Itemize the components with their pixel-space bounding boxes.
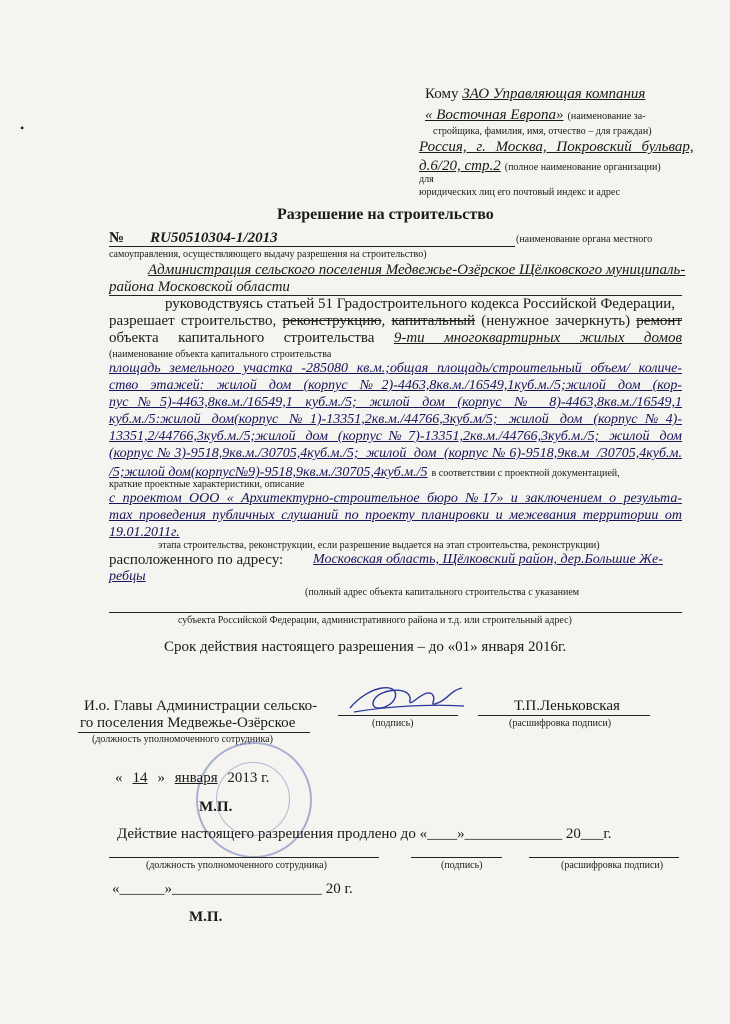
number-underline bbox=[109, 246, 515, 247]
object-address-line2: ребцы bbox=[109, 569, 146, 584]
signer-name: Т.П.Леньковская bbox=[514, 698, 620, 714]
recipient-caption2-line2: для bbox=[419, 174, 434, 185]
project-line-3: 19.01.2011г. bbox=[109, 525, 180, 540]
object-line-7: /5;жилой дом(корпус№9)-9518,9кв.м./30705,4куб.м./5 bbox=[109, 465, 428, 480]
ext-position-underline bbox=[109, 857, 379, 858]
signer-position-line1: И.о. Главы Администрации сельско- bbox=[84, 698, 318, 714]
date-day: 14 bbox=[132, 770, 148, 786]
body-line2-note: (ненужное зачеркнуть) bbox=[481, 313, 631, 329]
body-line3-label: объекта капитального строительства bbox=[109, 330, 375, 346]
project-line-1: с проектом ООО « Архитектурно-строительное бюро №17» и заключением о результа- bbox=[109, 491, 682, 506]
recipient-caption1-line2: стройщика, фамилия, имя, отчество – для граждан) bbox=[433, 126, 652, 137]
mp-label-1: М.П. bbox=[199, 799, 233, 815]
recipient-caption1-tail: (наименование за- bbox=[567, 111, 646, 122]
number-label: № bbox=[109, 230, 125, 246]
object-line-6: (корпус№3)-9518,9кв.м./30705,4куб.м./5; жилой дом (корпус№6)-9518,9кв.м /30705,4куб.м. bbox=[109, 446, 682, 461]
position-caption: (должность уполномоченного сотрудника) bbox=[92, 734, 273, 745]
caption-characteristics: краткие проектные характеристики, описание bbox=[109, 479, 305, 490]
recipient-company-line1: ЗАО Управляющая компания bbox=[462, 86, 646, 102]
signer-position-line2: го поселения Медвежье-Озёрское bbox=[80, 715, 296, 731]
ext-name-underline bbox=[529, 857, 679, 858]
scan-dot: • bbox=[20, 121, 25, 135]
body-line1: руководствуясь статьей 51 Градостроительного кодекса Российской Федерации, bbox=[165, 296, 676, 312]
ext-sign-underline bbox=[411, 857, 502, 858]
name-caption: (расшифровка подписи) bbox=[509, 718, 612, 729]
body-line2-capital: капитальный bbox=[391, 313, 475, 329]
body-line3 bbox=[109, 330, 682, 347]
body-line2 bbox=[109, 313, 682, 330]
number-caption-tail: (наименование органа местного bbox=[516, 234, 653, 245]
date-year: 2013 г. bbox=[227, 770, 270, 786]
mp-label-2: М.П. bbox=[189, 909, 223, 925]
address-underline bbox=[109, 612, 682, 613]
address-label: расположенного по адресу: bbox=[109, 552, 284, 568]
recipient-line2 bbox=[425, 106, 646, 124]
validity-term: Срок действия настоящего разрешения – до «01» января 2016г. bbox=[164, 639, 567, 655]
recipient-company-line2: « Восточная Европа» bbox=[425, 107, 564, 123]
object-line-2: ство этажей: жилой дом (корпус №2)-4463,8кв.м./16549,1куб.м./5;жилой дом (кор- bbox=[109, 378, 682, 393]
date-month: января bbox=[174, 770, 218, 786]
object-line-4: куб.м./5:жилой дом(корпус №1)-13351,2кв.м./44766,3куб.м/5; жилой дом (корпус№4)- bbox=[109, 412, 682, 427]
issuer-line1: Администрация сельского поселения Медвежье-Озёрское Щёлковского муниципаль- bbox=[148, 262, 686, 278]
caption-address1: (полный адрес объекта капитального строительства с указанием bbox=[305, 587, 580, 598]
name-underline bbox=[478, 715, 650, 716]
recipient-address-line2: д.6/20, стр.2 bbox=[419, 158, 501, 174]
permit-number-row bbox=[109, 229, 278, 247]
document-title: Разрешение на строительство bbox=[277, 206, 494, 223]
sign-caption: (подпись) bbox=[372, 718, 414, 729]
object-line-3: пус№5)-4463,8кв.м./16549,1 куб.м./5; жилой дом (корпус № 8)-4463,8кв.м./16549,1 bbox=[109, 395, 682, 410]
extension-line: Действие настоящего разрешения продлено до «____»_____________ 20___г. bbox=[117, 826, 612, 842]
ext-caption-position: (должность уполномоченного сотрудника) bbox=[146, 860, 327, 871]
ext-caption-name: (расшифровка подписи) bbox=[561, 860, 664, 871]
object-name: 9-ти многоквартирных жилых домов bbox=[393, 330, 683, 346]
recipient-line1 bbox=[425, 86, 645, 103]
object-line-5: 13351,2/44766,3куб.м./5;жилой дом (корпус№7)-13351,2кв.м./44766,3куб.м./5; жилой дом bbox=[109, 429, 682, 444]
issuer-line2: района Московской области bbox=[109, 279, 290, 295]
object-line-1: площадь земельного участка -285080 кв.м.;общая площадь/строительный объем/ количе- bbox=[109, 361, 682, 376]
ext-caption-sign: (подпись) bbox=[441, 860, 483, 871]
handwritten-signature bbox=[340, 676, 470, 720]
recipient-address-line2-row bbox=[419, 157, 661, 175]
recipient-caption2-tail: (полное наименование организации) bbox=[504, 162, 661, 173]
caption-object: (наименование объекта капитального строительства bbox=[109, 349, 332, 360]
caption-stage: этапа строительства, реконструкции, если разрешение выдается на этап строительства, реконструкции) bbox=[158, 540, 600, 551]
recipient-address-line1: Россия, г. Москва, Покровский бульвар, bbox=[419, 139, 694, 155]
number-caption-line2: самоуправления, осуществляющего выдачу разрешения на строительство) bbox=[109, 249, 427, 260]
body-line2-a: разрешает строительство, bbox=[109, 313, 277, 329]
komu-label: Кому bbox=[425, 86, 459, 102]
signature-date: « 14 » января 2013 г. bbox=[115, 770, 270, 786]
accordance-tail: в соответствии с проектной документацией, bbox=[431, 468, 620, 479]
body-line2-comma: , bbox=[381, 313, 386, 329]
caption-address2: субъекта Российской Федерации, административного района и т.д. или строительный адрес) bbox=[178, 615, 572, 626]
recipient-caption2-line3: юридических лиц его почтовый индекс и адрес bbox=[419, 187, 621, 198]
extension-date: «______»____________________ 20 г. bbox=[112, 881, 353, 897]
permit-number: RU50510304-1/2013 bbox=[150, 230, 278, 246]
sign-underline bbox=[338, 715, 458, 716]
project-line-2: тах проведения публичных слушаний по проекту планировки и межевания территории от bbox=[109, 508, 682, 523]
body-line2-reconstruction: реконструкцию bbox=[282, 313, 382, 329]
object-address-line1: Московская область, Щёлковский район, дер.Большие Же- bbox=[313, 552, 663, 567]
body-line2-repair: ремонт bbox=[636, 313, 683, 329]
position-underline bbox=[78, 732, 310, 733]
